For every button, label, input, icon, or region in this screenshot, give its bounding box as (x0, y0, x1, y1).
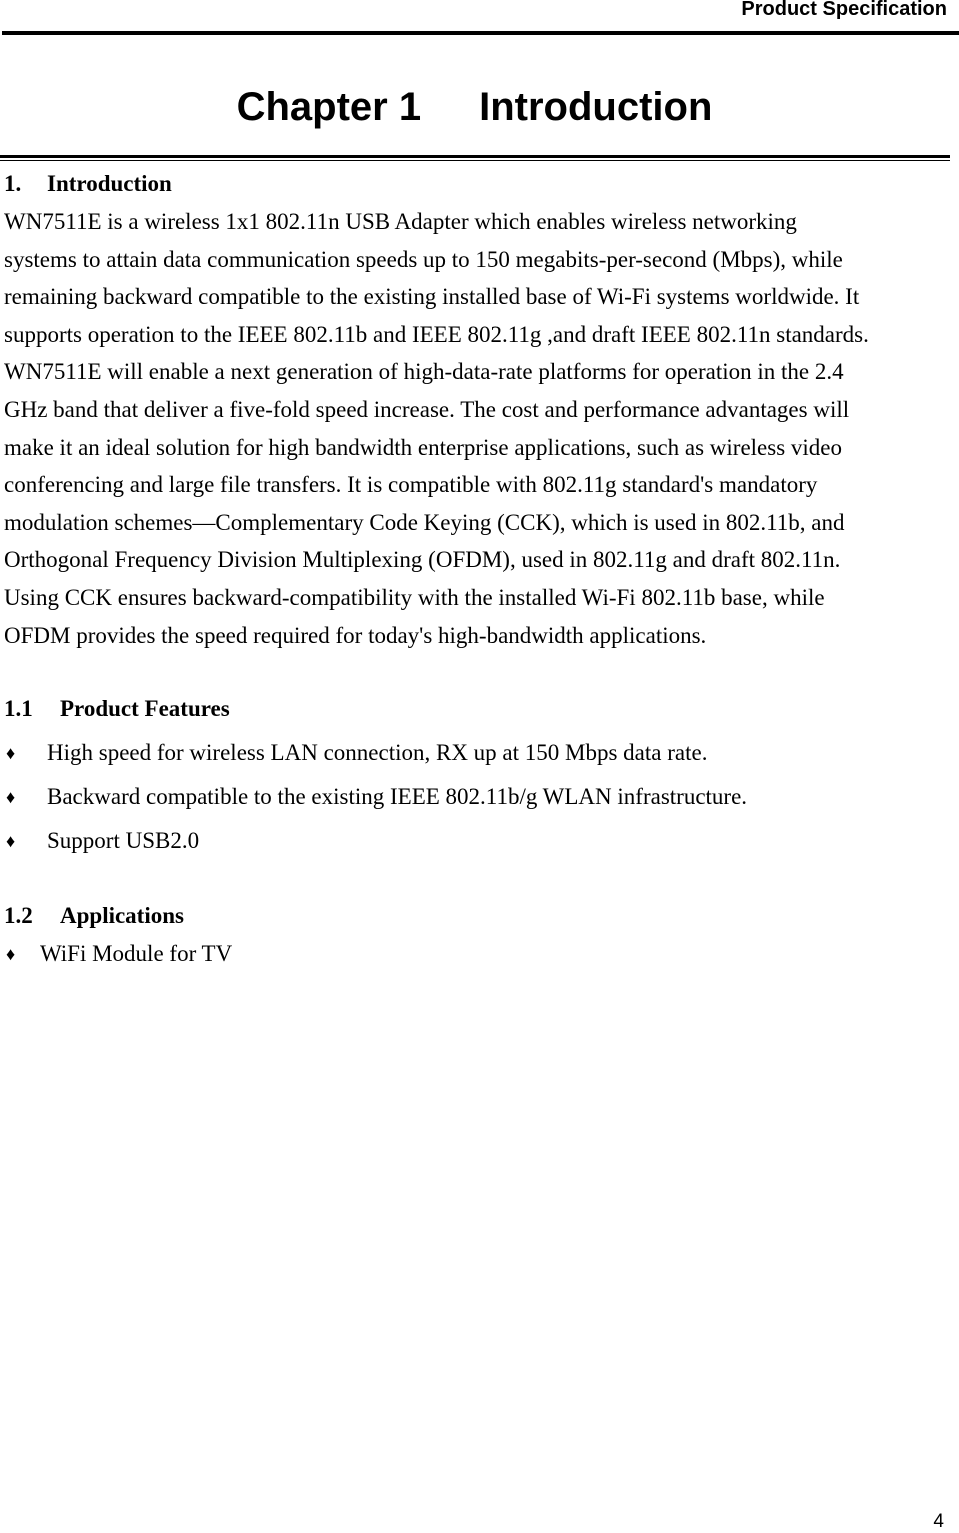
paragraph-line: OFDM provides the speed required for today's high-bandwidth applications. (4, 622, 707, 648)
paragraph-line: remaining backward compatible to the existing installed base of Wi-Fi systems worldwide. It (4, 284, 860, 310)
paragraph-line: Using CCK ensures backward-compatibility with the installed Wi-Fi 802.11b base, while (4, 584, 825, 610)
page-number: 4 (933, 1511, 944, 1532)
section-number: 1.1 (4, 696, 33, 721)
list-item-text: Support USB2.0 (47, 828, 200, 853)
paragraph-line: WN7511E will enable a next generation of high-data-rate platforms for operation in the 2.4 (4, 359, 844, 385)
diamond-bullet-icon: ♦ (6, 944, 16, 964)
list-item-text: Backward compatible to the existing IEEE 802.11b/g WLAN infrastructure. (47, 784, 748, 809)
section-title: Applications (60, 903, 184, 928)
diamond-bullet-icon: ♦ (6, 743, 16, 763)
paragraph-line: supports operation to the IEEE 802.11b and IEEE 802.11g ,and draft IEEE 802.11n standards. (4, 321, 869, 347)
chapter-title (0, 82, 949, 132)
paragraph-line: GHz band that deliver a five-fold speed increase. The cost and performance advantages will (4, 396, 850, 422)
header-rule (2, 31, 959, 35)
diamond-bullet-icon: ♦ (6, 831, 16, 851)
document-header-title: Product Specification (741, 0, 947, 20)
list-item-text: High speed for wireless LAN connection, RX up at 150 Mbps data rate. (47, 740, 708, 765)
section-number: 1. (4, 171, 22, 196)
list-item (0, 939, 949, 983)
paragraph-line: Orthogonal Frequency Division Multiplexing (OFDM), used in 802.11g and draft 802.11n. (4, 547, 841, 573)
section-number: 1.2 (4, 903, 33, 928)
chapter-name: Introduction (479, 85, 713, 129)
list-item (0, 738, 949, 782)
diamond-bullet-icon: ♦ (6, 787, 16, 807)
introduction-paragraph (4, 203, 949, 654)
section-heading-introduction (4, 169, 172, 199)
paragraph-line: conferencing and large file transfers. It is compatible with 802.11g standard's mandatory (4, 472, 818, 498)
section-title: Introduction (47, 171, 172, 196)
section-title: Product Features (60, 696, 230, 721)
applications-list (0, 939, 949, 983)
list-item-text: WiFi Module for TV (40, 941, 233, 966)
section-heading-product-features (4, 694, 230, 724)
chapter-label: Chapter 1 (236, 85, 422, 129)
list-item (0, 826, 949, 870)
paragraph-line: modulation schemes—Complementary Code Keying (CCK), which is used in 802.11b, and (4, 509, 845, 535)
paragraph-line: make it an ideal solution for high bandwidth enterprise applications, such as wireless video (4, 434, 843, 460)
chapter-rule-thick (0, 155, 950, 158)
chapter-rule-thin (0, 160, 950, 161)
list-item (0, 782, 949, 826)
section-heading-applications (4, 901, 184, 931)
paragraph-line: WN7511E is a wireless 1x1 802.11n USB Adapter which enables wireless networking (4, 209, 797, 234)
paragraph-line: systems to attain data communication speeds up to 150 megabits-per-second (Mbps), while (4, 246, 843, 272)
product-features-list (0, 738, 949, 870)
